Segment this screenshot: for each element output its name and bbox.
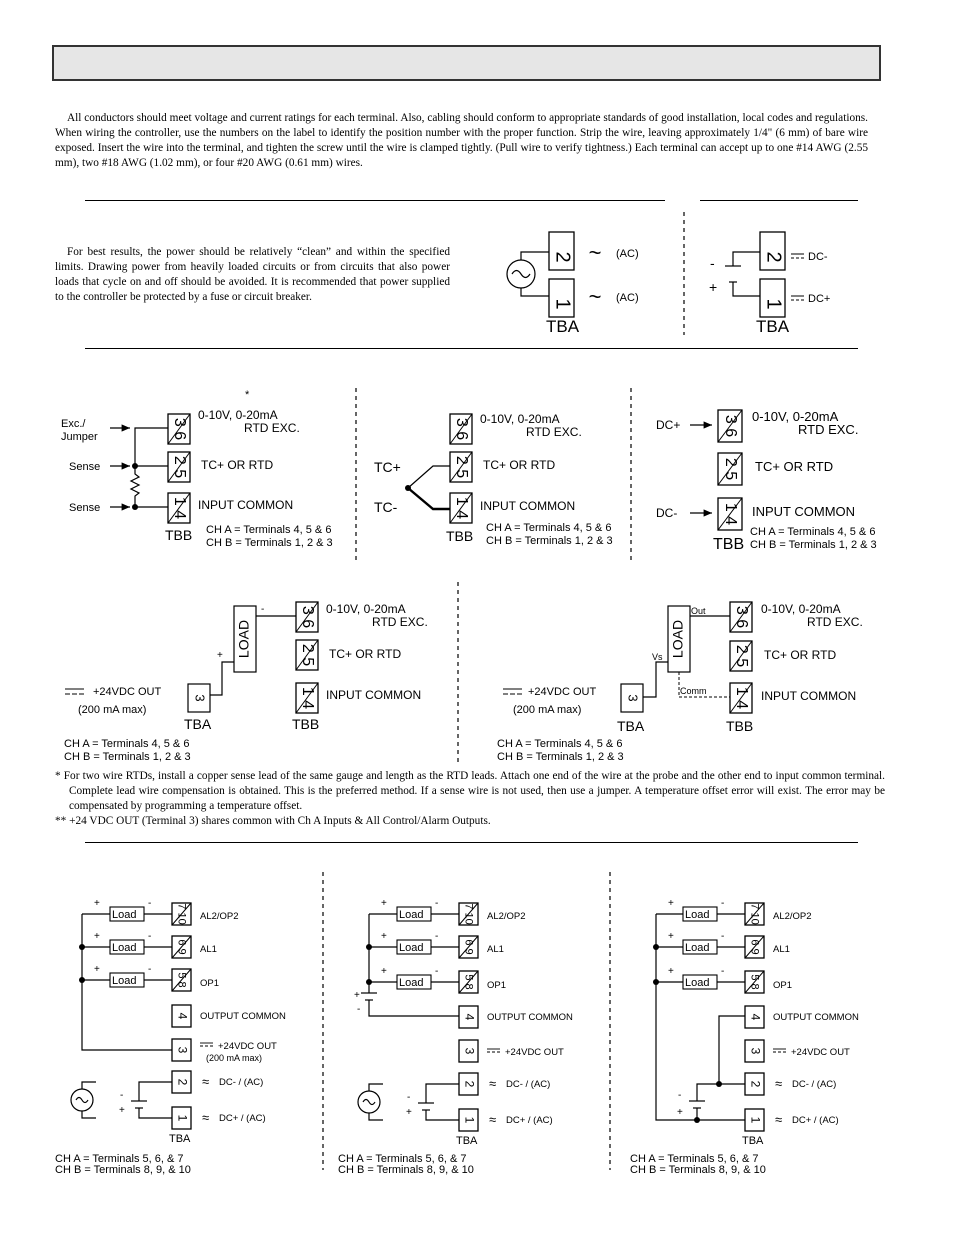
input-tc-diagram [374,459,450,515]
load-minus: - [721,966,725,977]
power-ac-diagram [507,232,639,336]
terminal-1-label: 1 [762,298,785,310]
tc-plus-label: TC+ [374,459,401,475]
load-label: Load [399,909,424,921]
jumper-label: Jumper [61,431,98,443]
terminal-2-label: 2 [175,1078,190,1086]
tc-rtd-label: TC+ OR RTD [755,459,834,474]
tc-rtd-label: TC+ OR RTD [483,458,556,472]
comm-label: Comm [680,686,707,696]
load-plus: + [94,898,100,909]
load-minus: - [148,964,152,975]
terminal-2-label: 2 [762,251,785,263]
tbb-label: TBB [713,536,745,553]
input-common-label: INPUT COMMON [752,504,856,519]
input-common-label: INPUT COMMON [198,498,294,512]
load-plus: + [94,931,100,942]
terminal-2-label: 2 [551,251,574,263]
terminal-3-label: 3 [748,1047,763,1055]
terminal-3-label: 3 [175,1046,190,1054]
terminal-3-label: 3 [625,694,641,702]
load-minus: - [148,898,152,909]
input-common-label: INPUT COMMON [326,688,422,702]
load-label: Load [112,975,137,987]
signal-label: 0-10V, 0-20mA [198,408,278,422]
terminal-2-label: 2 [748,1080,763,1088]
op1-label: OP1 [773,980,793,991]
terminal-2-label: 2 [462,1080,477,1088]
sense-label-1: Sense [69,461,101,473]
input-terminal-blocks [64,408,877,763]
ac-tilde-2: ~ [588,240,602,265]
tba-label: TBA [169,1133,191,1145]
load-label: Load [399,942,424,954]
output-common-label: OUTPUT COMMON [487,1012,573,1023]
ac-label-2: (AC) [616,248,639,260]
load-minus: - [721,931,725,942]
power-dc-diagram [709,232,830,336]
tc-rtd-label: TC+ OR RTD [201,458,274,472]
terminal-3-6-label: 3 6 [732,605,750,629]
dc-plus-sign: + [709,279,718,295]
load-label: Load [685,909,710,921]
ch-a-label: CH A = Terminals 5, 6, & 7 [630,1153,759,1165]
sense-label-2: Sense [69,502,101,514]
ma200-label: (200 mA max) [78,704,147,716]
supply-minus-sign: - [407,1092,411,1103]
load-plus: + [668,898,674,909]
ma200-label: (200 mA max) [513,704,582,716]
intro-paragraph: All conductors should meet voltage and current ratings for each terminal. Also, cabling should conform to appropriate standards of good installation, local codes and regulations. When wiring the controller, use the numbers on the label to identify the position number with the proper function. Strip the wire, leaving approximately 1/4" (6 mm) of bare wire exposed. Insert the wire into the terminal, and tighten the screw until the wire is clamped tightly. (Pull wire to verify tightness.) Each terminal can accept up to one #14 AWG (2.55 mm), two #18 AWG (1.02 mm), or four #20 AWG (0.61 mm) wires. [55,112,868,169]
tba-label-ac: TBA [546,317,580,336]
terminal-2-5-label: 2 5 [732,644,750,668]
load-plus: + [668,966,674,977]
terminal-3-label: 3 [462,1047,477,1055]
exc-label: Exc./ [61,418,86,430]
tba-label: TBA [456,1135,478,1147]
al1-label: AL1 [487,944,504,955]
terminal-1-4-label: 1 4 [732,686,750,710]
dc-symbol-icon [791,254,804,300]
terminal-1-4-label: 1 4 [452,496,470,520]
vdc-common-note: ** +24 VDC OUT (Terminal 3) shares common with Ch A Inputs & All Control/Alarm Outputs. [55,815,491,827]
load-minus: - [721,898,725,909]
al2op2-label: AL2/OP2 [487,911,526,922]
dc-plus-label: DC+ [808,293,831,305]
load-label: LOAD [669,619,686,659]
terminal-2-5-label: 2 5 [298,643,316,667]
dc-plus-ac-label: DC+ / (AC) [792,1115,839,1126]
terminal-3-6-label: 3 6 [298,605,316,629]
rtd-sense-note: * For two wire RTDs, install a copper sense lead of the same gauge and length as the RTD leads. Attach one end of the wire at the probe and the other end to input common terminal. Complete lead wire compensation is obtained. This is the preferred method. If a sense wire is not used, then use a jumper. A temperature offset error will exist. The error may be compensated by programming a temperature offset. [55,770,885,812]
tbb-label: TBB [726,718,754,734]
ch-a-label: CH A = Terminals 4, 5 & 6 [64,738,190,750]
dc-plus-ac-label: DC+ / (AC) [506,1115,553,1126]
terminal-3-6-label: 3 6 [452,417,470,441]
terminal-7-10-label: 7 10 [175,903,188,925]
tc-rtd-label: TC+ OR RTD [329,647,402,661]
ch-a-label: CH A = Terminals 4, 5 & 6 [750,526,876,538]
load-plus: + [381,931,387,942]
load-label: Load [399,977,424,989]
tba-label-dc: TBA [756,317,790,336]
dc-plus-ac-label: DC+ / (AC) [219,1113,266,1124]
approx-icon: ≈ [775,1112,783,1127]
ch-a-label: CH A = Terminals 4, 5 & 6 [486,522,612,534]
vs-label: Vs [652,652,663,662]
tc-minus-label: TC- [374,499,398,515]
load-plus: + [668,931,674,942]
input-common-label: INPUT COMMON [761,689,857,703]
ch-a-label: CH A = Terminals 4, 5 & 6 [206,524,332,536]
signal-label: 0-10V, 0-20mA [326,602,406,616]
supply-plus-sign: + [406,1107,412,1118]
load-minus: - [148,931,152,942]
dc-minus-ac-label: DC- / (AC) [219,1077,264,1088]
terminal-2-5-label: 2 5 [170,455,188,479]
terminal-7-10-label: 7 10 [462,903,475,925]
load-label: Load [112,942,137,954]
output-common-label: OUTPUT COMMON [773,1012,859,1023]
tc-rtd-label: TC+ OR RTD [764,648,837,662]
approx-icon: ≈ [775,1076,783,1091]
vdc24-label: +24VDC OUT [93,686,162,698]
terminal-3-label: 3 [192,694,208,702]
dc-plus-input-label: DC+ [656,418,681,432]
load-label: Load [685,977,710,989]
load-minus: - [261,604,265,615]
input-2wire-diagram [65,604,296,732]
supply-plus-sign: + [354,990,360,1001]
rtd-exc-label: RTD EXC. [372,615,428,629]
tbb-label: TBB [446,528,474,544]
terminal-1-4-label: 1 4 [298,686,316,710]
output-common-label: OUTPUT COMMON [200,1011,286,1022]
ma200-label: (200 mA max) [206,1053,263,1063]
ch-b-label: CH B = Terminals 1, 2 & 3 [497,751,624,763]
supply-plus-sign: + [119,1105,125,1116]
approx-icon: ≈ [489,1112,497,1127]
terminal-3-6-label: 3 6 [170,417,188,441]
dc-minus-ac-label: DC- / (AC) [506,1079,551,1090]
terminal-7-10-label: 7 10 [748,903,761,925]
terminal-6-9-label: 6 9 [748,939,761,955]
terminal-2-5-label: 2 5 [452,455,470,479]
out-label: Out [691,606,706,616]
terminal-4-label: 4 [175,1012,190,1020]
al2op2-label: AL2/OP2 [200,911,239,922]
terminal-2-5-label: 2 5 [721,457,739,481]
signal-label: 0-10V, 0-20mA [480,412,560,426]
terminal-1-4-label: 1 4 [721,502,739,526]
signal-label: 0-10V, 0-20mA [752,409,839,424]
supply-minus-sign: - [357,1004,361,1015]
ac-tilde-1: ~ [588,284,602,309]
ch-a-label: CH A = Terminals 4, 5 & 6 [497,738,623,750]
terminal-6-9-label: 6 9 [175,939,188,955]
terminal-1-label: 1 [462,1116,477,1124]
al1-label: AL1 [773,944,790,955]
tba-label: TBA [184,716,212,732]
input-common-label: INPUT COMMON [480,499,576,513]
approx-icon: ≈ [202,1110,210,1125]
load-plus: + [217,650,223,661]
terminal-1-label: 1 [748,1116,763,1124]
ch-a-label: CH A = Terminals 5, 6, & 7 [338,1153,467,1165]
input-dc-diagram [656,418,712,520]
dc-minus-ac-label: DC- / (AC) [792,1079,837,1090]
load-label: LOAD [235,619,252,659]
power-paragraph: For best results, the power should be relatively “clean” and within the specified limits. Drawing power from heavily loaded circuits or from circuits that also power loads that cycle on and off should be avoided. It is recommended that power supplied to the controller be protected by a fuse or circuit breaker. [55,246,450,303]
ch-b-label: CH B = Terminals 8, 9, & 10 [630,1164,766,1176]
ch-b-label: CH B = Terminals 1, 2 & 3 [206,537,333,549]
rtd-asterisk: * [245,389,250,401]
vdc24-label: +24VDC OUT [791,1047,850,1058]
signal-label: 0-10V, 0-20mA [761,602,841,616]
al2op2-label: AL2/OP2 [773,911,812,922]
terminal-1-label: 1 [175,1114,190,1122]
load-plus: + [94,964,100,975]
ch-b-label: CH B = Terminals 1, 2 & 3 [64,751,191,763]
dc-minus-input-label: DC- [656,506,678,520]
rtd-exc-label: RTD EXC. [244,421,300,435]
terminal-5-8-label: 5 8 [748,974,761,990]
terminal-5-8-label: 5 8 [175,972,188,988]
vdc24-label: +24VDC OUT [528,686,597,698]
supply-plus-sign: + [677,1107,683,1118]
load-plus: + [381,898,387,909]
input-3wire-diagram [503,606,730,734]
ch-b-label: CH B = Terminals 8, 9, & 10 [55,1164,191,1176]
rtd-exc-label: RTD EXC. [798,422,859,437]
ch-b-label: CH B = Terminals 1, 2 & 3 [750,539,877,551]
ch-a-label: CH A = Terminals 5, 6, & 7 [55,1153,184,1165]
load-plus: + [381,966,387,977]
load-minus: - [435,931,439,942]
output-terminal-blocks [55,898,859,1176]
approx-icon: ≈ [202,1074,210,1089]
dc-minus-sign: - [710,255,715,271]
dc-minus-label: DC- [808,251,828,263]
rtd-exc-label: RTD EXC. [526,425,582,439]
op1-label: OP1 [487,980,507,991]
supply-minus-sign: - [120,1090,124,1101]
terminal-4-label: 4 [462,1013,477,1021]
tbb-label: TBB [292,716,320,732]
load-label: Load [112,909,137,921]
supply-minus-sign: - [678,1090,682,1101]
ch-b-label: CH B = Terminals 1, 2 & 3 [486,535,613,547]
load-label: Load [685,942,710,954]
tba-label: TBA [617,718,645,734]
tbb-label: TBB [165,527,193,543]
terminal-3-6-label: 3 6 [721,414,739,438]
al1-label: AL1 [200,944,217,955]
rtd-exc-label: RTD EXC. [807,615,863,629]
vdc24-label: +24VDC OUT [218,1041,277,1052]
terminal-1-label: 1 [551,298,574,310]
op1-label: OP1 [200,978,220,989]
load-minus: - [435,898,439,909]
vdc24-label: +24VDC OUT [505,1047,564,1058]
tba-label: TBA [742,1135,764,1147]
load-minus: - [435,966,439,977]
ch-b-label: CH B = Terminals 8, 9, & 10 [338,1164,474,1176]
approx-icon: ≈ [489,1076,497,1091]
ac-label-1: (AC) [616,292,639,304]
terminal-4-label: 4 [748,1013,763,1021]
terminal-6-9-label: 6 9 [462,939,475,955]
terminal-1-4-label: 1 4 [170,496,188,520]
terminal-5-8-label: 5 8 [462,974,475,990]
